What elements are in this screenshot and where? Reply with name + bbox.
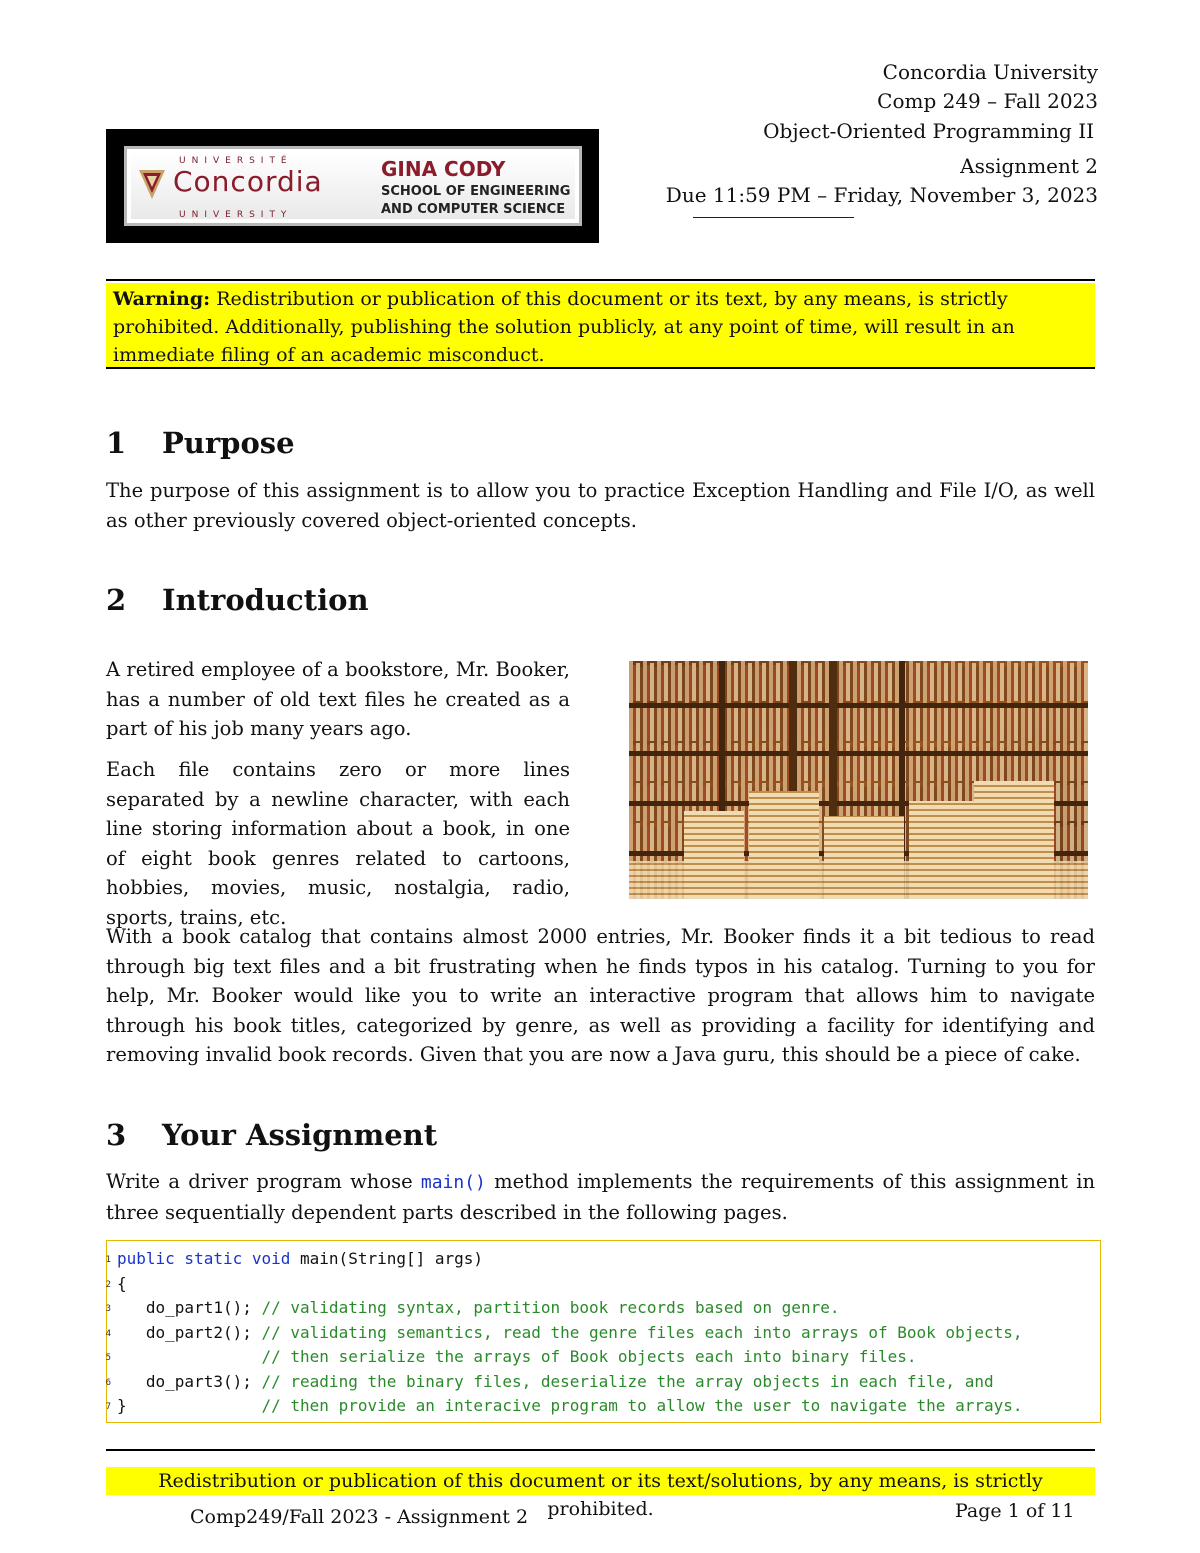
- purpose-paragraph: The purpose of this assignment is to allow you to practice Exception Handling and File I/O, as well as other previously covered object-oriented concepts.: [106, 479, 1095, 532]
- section-title: Introduction: [162, 583, 369, 617]
- header-university: Concordia University: [882, 60, 1098, 84]
- logo-frame: [124, 146, 582, 226]
- bookshelf-image: [629, 661, 1088, 899]
- line-number: 5: [105, 1353, 111, 1363]
- footer-rule: [106, 1449, 1095, 1451]
- code-line-6: [105, 1372, 994, 1391]
- section-number: 2: [106, 583, 127, 617]
- line-number: 4: [105, 1329, 111, 1339]
- assignment-text-after: method implements the requirements of this assignment in three sequentially dependent parts described in the following pages.: [106, 1170, 1096, 1224]
- section-heading-purpose: [106, 426, 295, 460]
- code-line-7: [105, 1396, 1023, 1415]
- header-course: Comp 249 – Fall 2023: [877, 89, 1098, 113]
- header-course-title: Object-Oriented Programming II: [763, 119, 1094, 143]
- logo-concordia-text: Concordia: [173, 165, 323, 198]
- warning-label: Warning:: [113, 288, 211, 310]
- assignment-paragraph: [106, 1167, 1095, 1227]
- code-text: }: [117, 1396, 262, 1415]
- logo-panel: [131, 153, 575, 219]
- code-keyword: public static void: [117, 1249, 291, 1268]
- code-text: [117, 1347, 262, 1366]
- code-text: do_part1();: [117, 1298, 262, 1317]
- code-text: do_part2();: [117, 1323, 262, 1342]
- section-heading-introduction: [106, 583, 369, 617]
- code-comment: // then serialize the arrays of Book objects each into binary files.: [261, 1347, 917, 1366]
- section-number: 1: [106, 426, 127, 460]
- code-text: do_part3();: [117, 1372, 262, 1391]
- logo-school-line-1: SCHOOL OF ENGINEERING: [381, 184, 571, 199]
- code-comment: // reading the binary files, deserialize the array objects in each file, and: [261, 1372, 994, 1391]
- code-listing: [106, 1240, 1101, 1423]
- logo-university: UNIVERSITY: [179, 210, 293, 220]
- line-number: 7: [105, 1402, 111, 1412]
- concordia-logo: [106, 129, 599, 243]
- code-text: main(String[] args): [290, 1249, 484, 1268]
- warning-text: Redistribution or publication of this document or its text, by any means, is strictly prohibited. Additionally, publishing the solution publicly, at any point of time, will result in an immediate filing of an academic misconduct.: [113, 288, 1015, 366]
- code-line-1: [105, 1249, 484, 1268]
- code-line-2: [105, 1274, 127, 1293]
- warning-top-rule: [106, 279, 1095, 281]
- footer-warning: Redistribution or publication of this document or its text/solutions, by any means, is strictly prohibited.: [106, 1467, 1095, 1495]
- line-number: 2: [105, 1280, 111, 1290]
- logo-school-line-2: AND COMPUTER SCIENCE: [381, 202, 566, 217]
- code-comment: // then provide an interacive program to allow the user to navigate the arrays.: [261, 1396, 1023, 1415]
- page-number: Page 1 of 11: [955, 1500, 1075, 1522]
- assignment-text-before: Write a driver program whose: [106, 1170, 413, 1193]
- intro-paragraph-3: With a book catalog that contains almost 2000 entries, Mr. Booker finds it a bit tedious to read through big text files and a bit frustrating when he finds typos in his catalog. Turning to you for help, Mr. Booker would like you to write an interactive program that allows him to navigate through his book titles, categorized by genre, as well as providing a facility for identifying and removing invalid book records. Given that you are now a Java guru, this should be a piece of cake.: [106, 925, 1095, 1066]
- code-line-5: [105, 1347, 917, 1366]
- warning-bottom-rule: [106, 367, 1095, 369]
- line-number: 6: [105, 1378, 111, 1388]
- code-text: {: [117, 1274, 127, 1293]
- footer-course-label: Comp249/Fall 2023 - Assignment 2: [190, 1506, 529, 1528]
- logo-gina-cody: GINA CODY: [381, 157, 506, 181]
- code-comment: // validating semantics, read the genre files each into arrays of Book objects,: [261, 1323, 1023, 1342]
- intro-paragraph-2: Each file contains zero or more lines separated by a newline character, with each line storing information about a book, in one of eight book genres related to cartoons, hobbies, movies, music, nostalgia, radio, sports, trains, etc.: [106, 758, 570, 929]
- section-number: 3: [106, 1118, 127, 1152]
- concordia-shield-icon: [137, 167, 167, 201]
- code-line-4: [105, 1323, 1023, 1342]
- code-comment: // validating syntax, partition book records based on genre.: [261, 1298, 840, 1317]
- section-title: Your Assignment: [162, 1118, 438, 1152]
- warning-box: [106, 283, 1095, 367]
- line-number: 3: [105, 1304, 111, 1314]
- section-heading-your-assignment: [106, 1118, 437, 1152]
- header-due: Due 11:59 PM – Friday, November 3, 2023: [665, 183, 1098, 207]
- inline-code-main: main(): [420, 1172, 486, 1193]
- logo-universite: UNIVERSITÉ: [179, 156, 293, 166]
- section-title: Purpose: [162, 426, 295, 460]
- header-divider: [693, 217, 854, 218]
- line-number: 1: [105, 1255, 111, 1265]
- code-line-3: [105, 1298, 840, 1317]
- intro-paragraph-1: A retired employee of a bookstore, Mr. Booker, has a number of old text files he created as a part of his job many years ago.: [106, 658, 570, 740]
- header-assignment: Assignment 2: [960, 154, 1098, 178]
